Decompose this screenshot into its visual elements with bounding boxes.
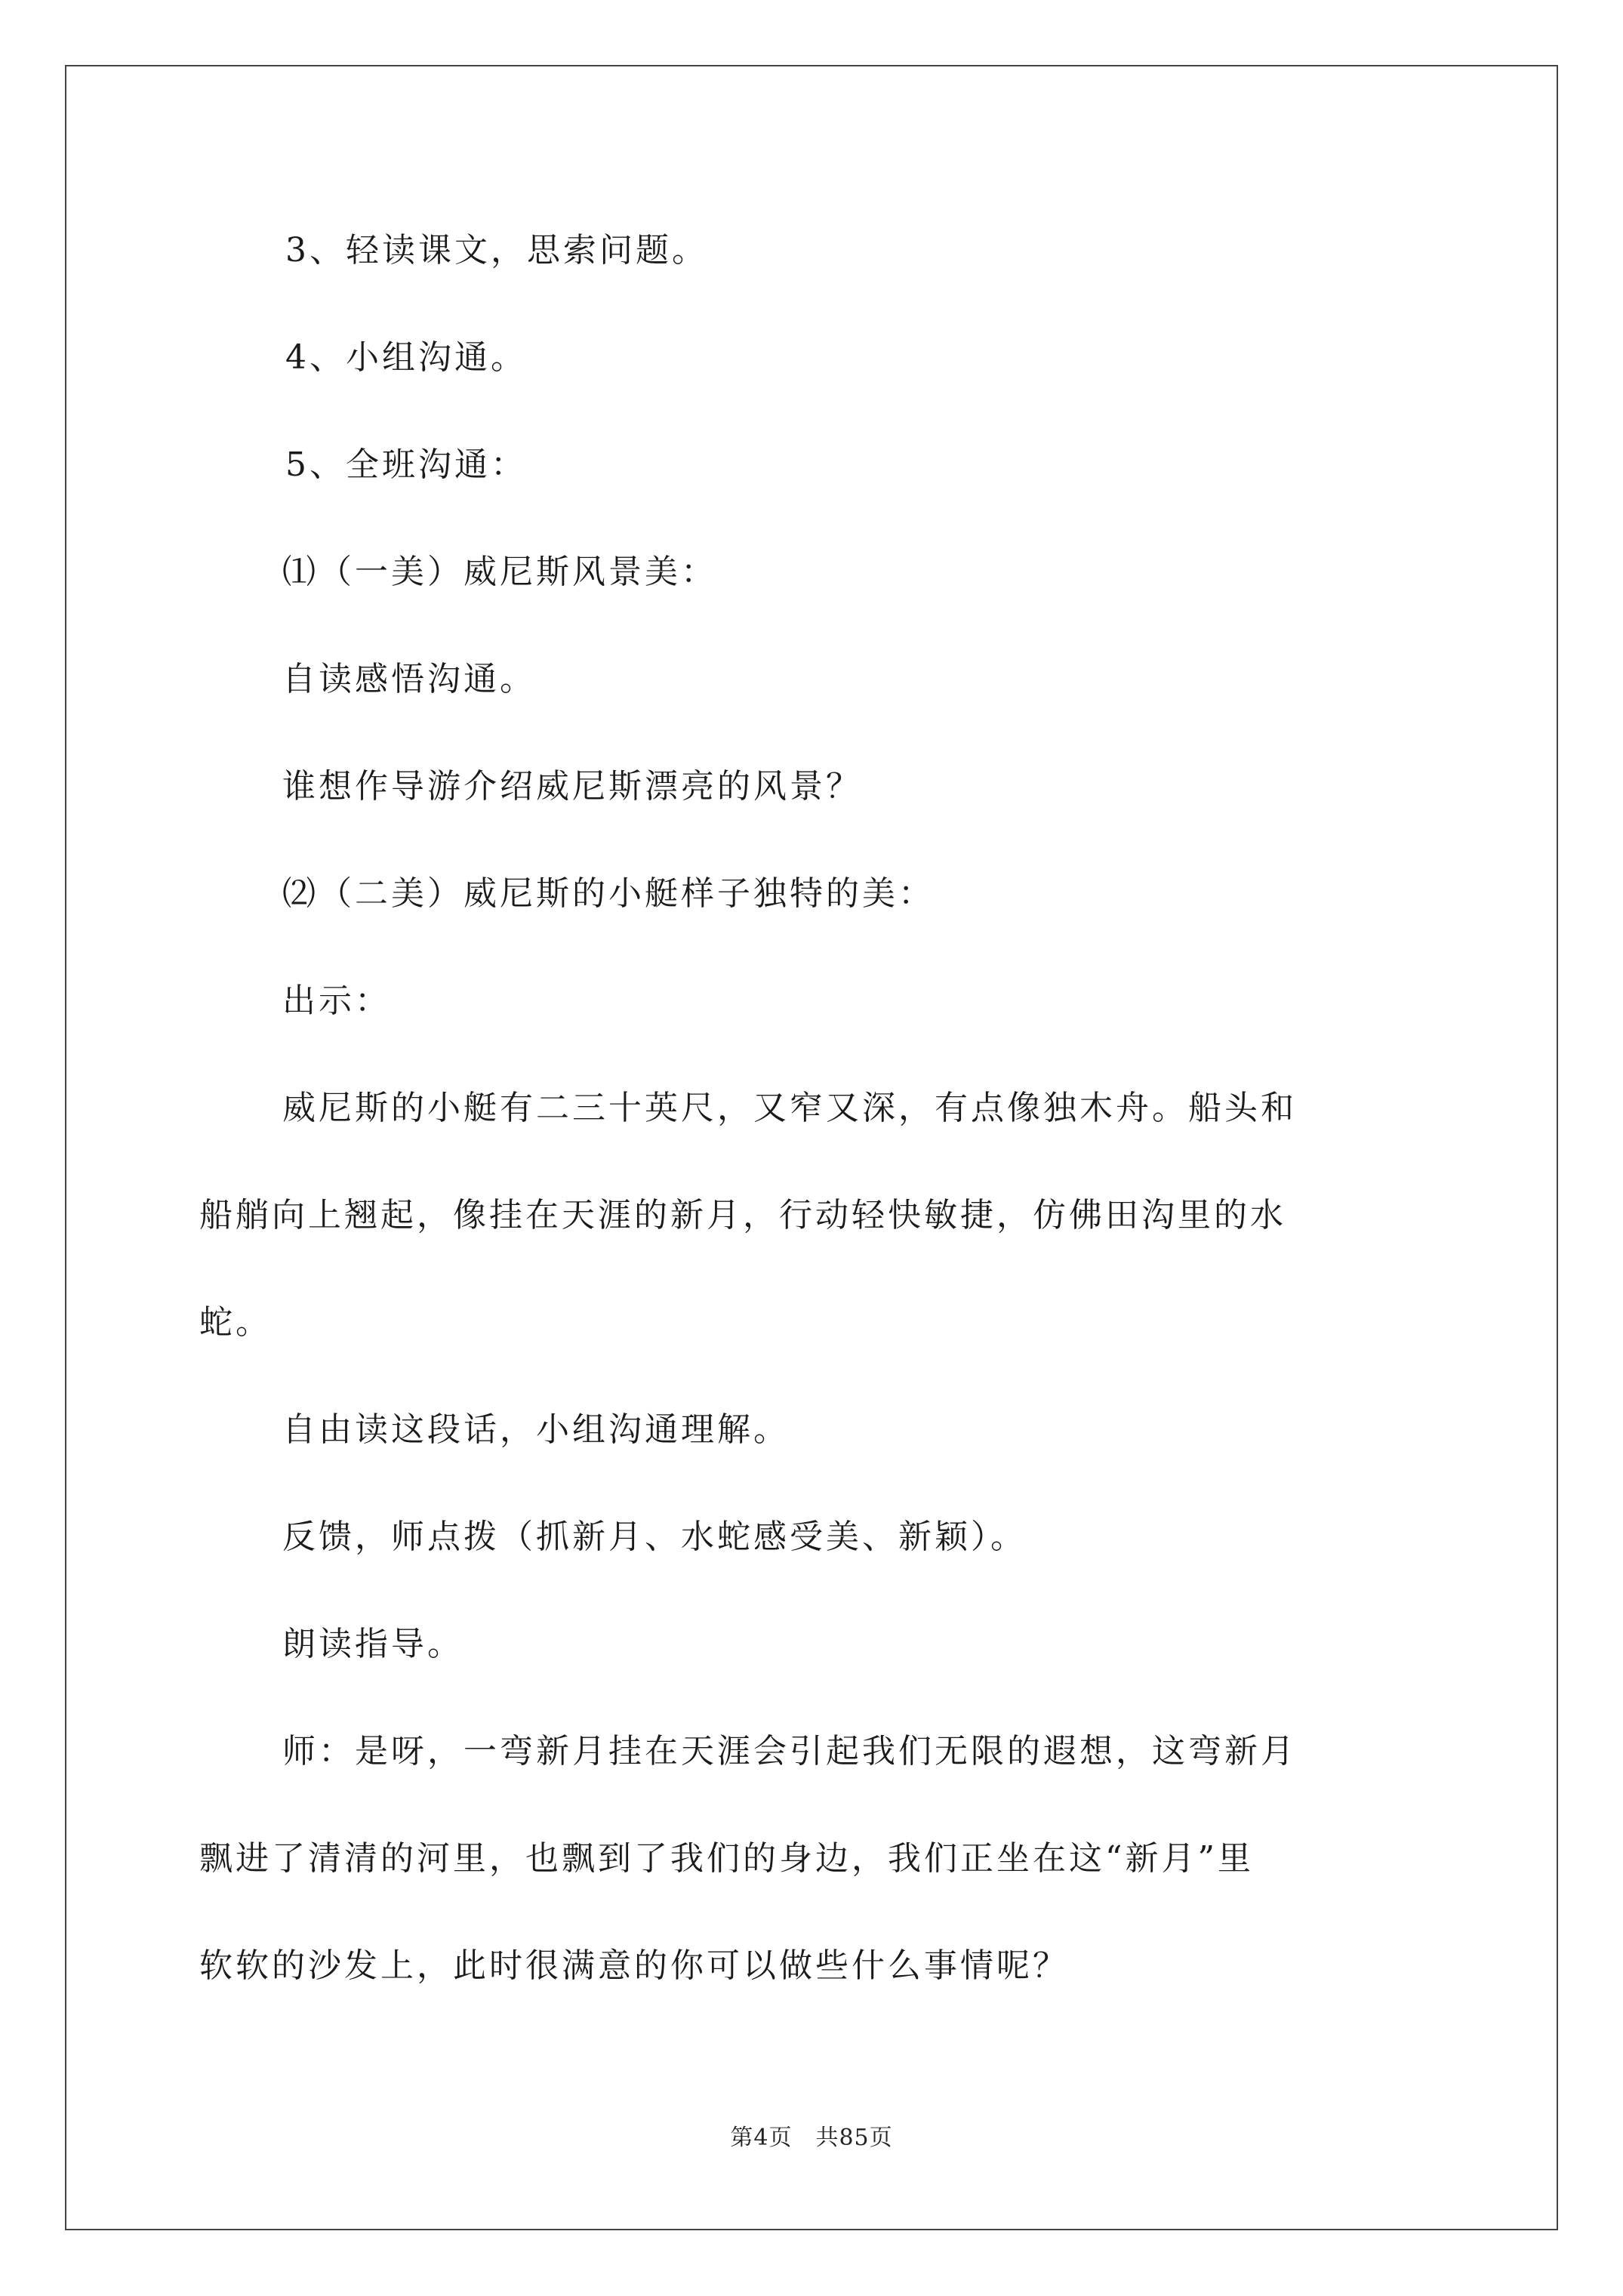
paragraph-line: 蛇。 [199, 1303, 272, 1342]
paragraph-line: 3、轻读课文，思索问题。 [285, 231, 708, 270]
paragraph-line: 威尼斯的小艇有二三十英尺，又窄又深，有点像独木舟。船头和 [282, 1089, 1297, 1127]
paragraph-line: 出示： [282, 982, 391, 1020]
paragraph-line: ⑵（二美）威尼斯的小艇样子独特的美： [282, 874, 935, 913]
paragraph-line: 软软的沙发上，此时很满意的你可以做些什么事情呢？ [199, 1946, 1069, 1985]
page-number-footer: 第4页 共85页 [730, 2125, 893, 2151]
paragraph-line: 飘进了清清的河里，也飘到了我们的身边，我们正坐在这“新月”里 [199, 1839, 1254, 1878]
paragraph-line: 自由读这段话，小组沟通理解。 [282, 1410, 790, 1449]
paragraph-line: ⑴（一美）威尼斯风景美： [282, 553, 717, 591]
paragraph-line: 谁想作导游介绍威尼斯漂亮的风景？ [282, 767, 862, 806]
page-border [65, 65, 1558, 2230]
paragraph-line: 朗读指导。 [282, 1625, 463, 1663]
paragraph-line: 反馈，师点拨（抓新月、水蛇感受美、新颖）。 [282, 1518, 1027, 1556]
paragraph-line: 师：是呀，一弯新月挂在天涯会引起我们无限的遐想，这弯新月 [282, 1732, 1297, 1771]
paragraph-line: 自读感悟沟通。 [282, 660, 536, 698]
paragraph-line: 5、全班沟通： [285, 445, 527, 484]
paragraph-line: 4、小组沟通。 [285, 338, 527, 377]
paragraph-line: 船艄向上翘起，像挂在天涯的新月，行动轻快敏捷，仿佛田沟里的水 [199, 1196, 1286, 1234]
